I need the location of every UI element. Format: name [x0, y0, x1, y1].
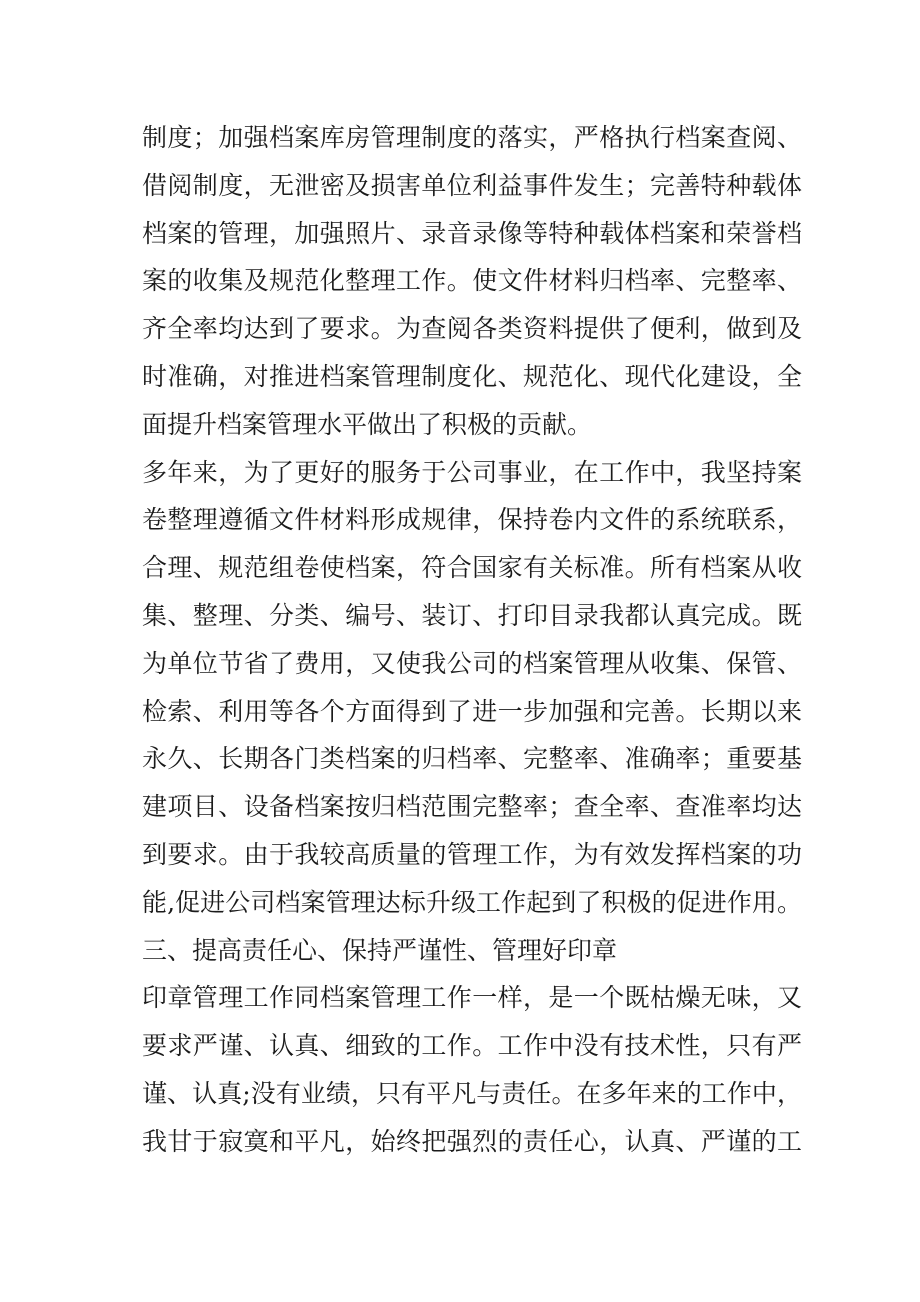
- text-line: 制度；加强档案库房管理制度的落实，严格执行档案查阅、: [142, 123, 802, 152]
- text-line: 我甘于寂寞和平凡，始终把强烈的责任心，认真、严谨的工: [142, 1126, 802, 1156]
- text-line: 面提升档案管理水平做出了积极的贡献。: [142, 409, 593, 439]
- text-line: 档案的管理，加强照片、录音录像等特种载体档案和荣誉档: [142, 218, 802, 248]
- text-line: 时准确，对推进档案管理制度化、规范化、现代化建设，全: [142, 361, 802, 391]
- text-line: 合理、规范组卷使档案，符合国家有关标准。所有档案从收: [142, 553, 802, 583]
- text-line: 卷整理遵循文件材料形成规律，保持卷内文件的系统联系，: [142, 505, 802, 535]
- section-heading: 三、提高责任心、保持严谨性、管理好印章: [142, 935, 618, 965]
- text-line: 借阅制度，无泄密及损害单位利益事件发生；完善特种载体: [142, 170, 802, 200]
- text-line: 能,促进公司档案管理达标升级工作起到了积极的促进作用。: [142, 887, 802, 917]
- text-line: 谨、认真;没有业绩，只有平凡与责任。在多年来的工作中，: [142, 1078, 802, 1108]
- text-line: 到要求。由于我较高质量的管理工作，为有效发挥档案的功: [142, 839, 802, 869]
- text-line: 永久、长期各门类档案的归档率、完整率、准确率；重要基: [142, 744, 802, 774]
- text-line: 印章管理工作同档案管理工作一样，是一个既枯燥无味，又: [142, 983, 802, 1013]
- text-line: 多年来，为了更好的服务于公司事业，在工作中，我坚持案: [142, 457, 802, 487]
- document-body: [142, 114, 802, 1166]
- text-line: 案的收集及规范化整理工作。使文件材料归档率、完整率、: [142, 266, 802, 296]
- text-line: 集、整理、分类、编号、装订、打印目录我都认真完成。既: [142, 600, 802, 630]
- text-line: 为单位节省了费用，又使我公司的档案管理从收集、保管、: [142, 648, 802, 678]
- text-line: 建项目、设备档案按归档范围完整率；查全率、查准率均达: [142, 792, 802, 822]
- text-line: 齐全率均达到了要求。为查阅各类资料提供了便利，做到及: [142, 314, 802, 344]
- text-line: 检索、利用等各个方面得到了进一步加强和完善。长期以来: [142, 696, 802, 726]
- text-line: 要求严谨、认真、细致的工作。工作中没有技术性，只有严: [142, 1031, 802, 1061]
